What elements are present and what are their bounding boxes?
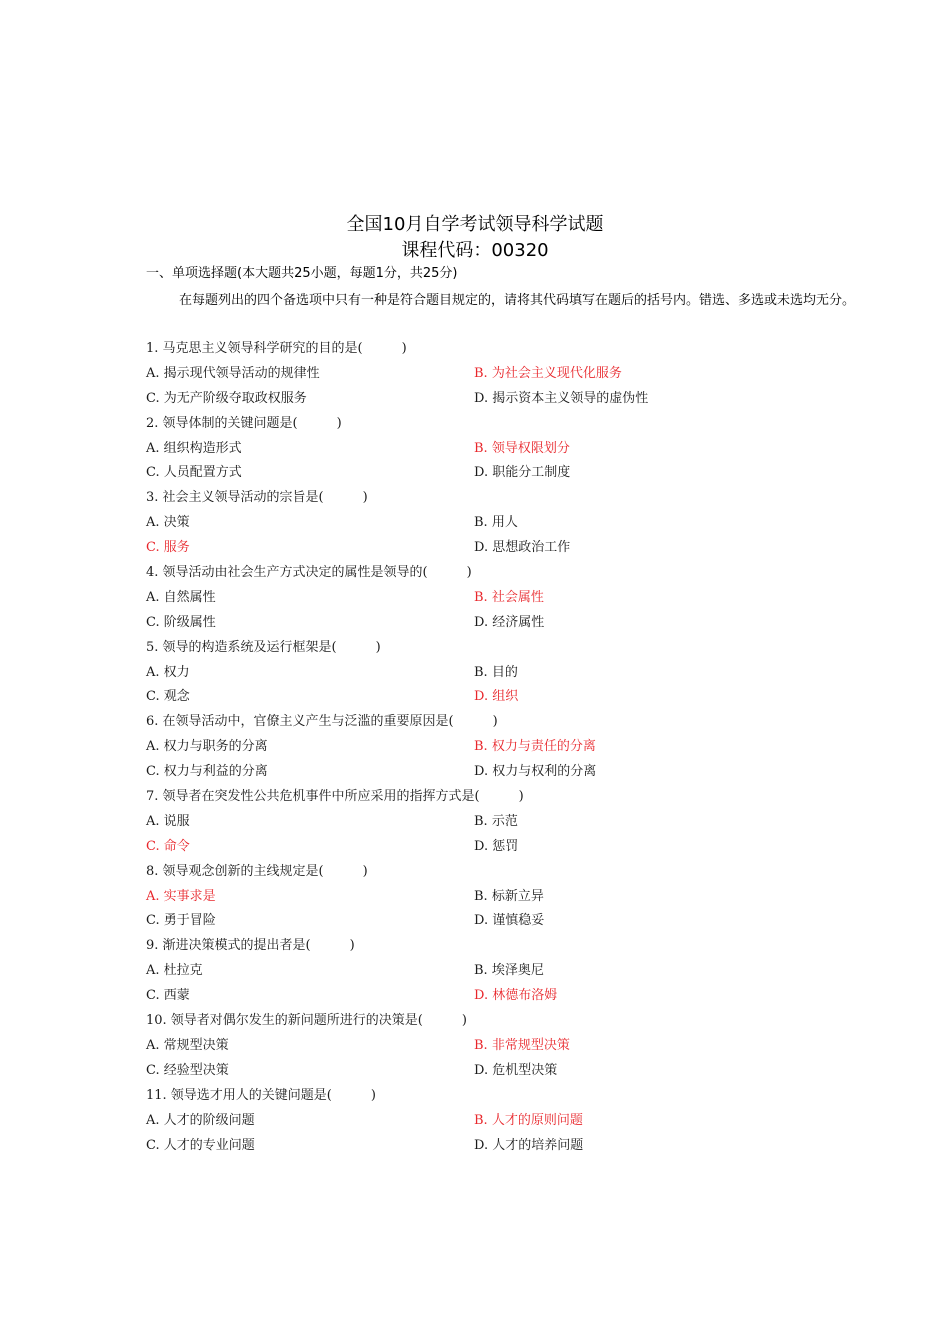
correct-option: D. 林德布洛姆	[474, 988, 558, 1004]
correct-option: B. 社会属性	[474, 589, 544, 605]
option-row	[146, 387, 866, 412]
answer-option: B. 埃泽奥尼	[474, 963, 544, 979]
option-row	[146, 735, 866, 760]
option-row	[146, 1059, 866, 1084]
answer-option: A. 常规型决策	[146, 1037, 229, 1053]
option-row	[146, 959, 866, 984]
correct-option: B. 非常规型决策	[474, 1037, 570, 1053]
answer-option: A. 自然属性	[146, 589, 216, 605]
option-row	[146, 909, 866, 934]
question-stem: 7. 领导者在突发性公共危机事件中所应采用的指挥方式是( )	[146, 789, 524, 805]
answer-option: C. 为无产阶级夺取政权服务	[146, 390, 307, 406]
answer-option: D. 思想政治工作	[474, 540, 571, 556]
section-heading: 一、单项选择题(本大题共25小题，每题1分，共25分)	[146, 266, 458, 281]
option-row	[146, 835, 866, 860]
correct-option: C. 命令	[146, 838, 190, 854]
option-row	[146, 611, 866, 636]
correct-option: B. 权力与责任的分离	[474, 739, 596, 755]
correct-option: C. 服务	[146, 540, 190, 556]
correct-option: A. 实事求是	[146, 888, 216, 904]
answer-option: A. 揭示现代领导活动的规律性	[146, 365, 320, 381]
option-row	[146, 760, 866, 785]
answer-option: B. 用人	[474, 515, 518, 531]
course-code: 课程代码：00320	[401, 240, 549, 261]
option-row	[146, 984, 866, 1009]
answer-option: A. 人才的阶级问题	[146, 1112, 255, 1128]
answer-option: A. 决策	[146, 515, 190, 531]
answer-option: D. 谨慎稳妥	[474, 913, 545, 929]
answer-option: C. 人员配置方式	[146, 465, 242, 481]
question-list	[146, 337, 866, 1158]
answer-option: D. 人才的培养问题	[474, 1137, 584, 1153]
question-stem: 9. 渐进决策模式的提出者是( )	[146, 938, 355, 954]
answer-option: D. 惩罚	[474, 838, 519, 854]
option-row	[146, 885, 866, 910]
question-stem: 5. 领导的构造系统及运行框架是( )	[146, 639, 381, 655]
answer-option: C. 西蒙	[146, 988, 190, 1004]
answer-option: C. 经验型决策	[146, 1062, 229, 1078]
section-instructions: 在每题列出的四个备选项中只有一种是符合题目规定的，请将其代码填写在题后的括号内。错选、多选或未选均无分。	[179, 293, 856, 308]
answer-option: D. 揭示资本主义领导的虚伪性	[474, 390, 649, 406]
answer-option: B. 标新立异	[474, 888, 544, 904]
option-row	[146, 810, 866, 835]
answer-option: A. 权力	[146, 664, 190, 680]
option-row	[146, 1109, 866, 1134]
correct-option: B. 人才的原则问题	[474, 1112, 583, 1128]
option-row	[146, 536, 866, 561]
correct-option: B. 领导权限划分	[474, 440, 570, 456]
answer-option: B. 示范	[474, 813, 518, 829]
question-stem: 3. 社会主义领导活动的宗旨是( )	[146, 490, 368, 506]
answer-option: A. 杜拉克	[146, 963, 203, 979]
correct-option: B. 为社会主义现代化服务	[474, 365, 622, 381]
answer-option: C. 人才的专业问题	[146, 1137, 255, 1153]
option-row	[146, 586, 866, 611]
answer-option: A. 权力与职务的分离	[146, 739, 268, 755]
option-row	[146, 461, 866, 486]
question-stem: 4. 领导活动由社会生产方式决定的属性是领导的( )	[146, 565, 472, 581]
answer-option: C. 勇于冒险	[146, 913, 216, 929]
answer-option: D. 危机型决策	[474, 1062, 558, 1078]
question-stem: 10. 领导者对偶尔发生的新问题所进行的决策是( )	[146, 1013, 467, 1029]
answer-option: C. 观念	[146, 689, 190, 705]
question-stem: 8. 领导观念创新的主线规定是( )	[146, 863, 368, 879]
exam-title: 全国10月自学考试领导科学试题	[346, 214, 604, 235]
option-row	[146, 661, 866, 686]
option-row	[146, 685, 866, 710]
answer-option: D. 权力与权利的分离	[474, 764, 597, 780]
answer-option: B. 目的	[474, 664, 518, 680]
option-row	[146, 1034, 866, 1059]
option-row	[146, 511, 866, 536]
answer-option: C. 权力与利益的分离	[146, 764, 268, 780]
answer-option: A. 说服	[146, 813, 190, 829]
correct-option: D. 组织	[474, 689, 519, 705]
question-stem: 11. 领导选才用人的关键问题是( )	[146, 1087, 376, 1103]
option-row	[146, 1134, 866, 1159]
answer-option: C. 阶级属性	[146, 614, 216, 630]
answer-option: D. 职能分工制度	[474, 465, 571, 481]
option-row	[146, 437, 866, 462]
question-stem: 1. 马克思主义领导科学研究的目的是( )	[146, 341, 407, 356]
answer-option: A. 组织构造形式	[146, 440, 242, 456]
question-stem: 6. 在领导活动中，官僚主义产生与泛滥的重要原因是( )	[146, 714, 498, 730]
option-row	[146, 362, 866, 387]
answer-option: D. 经济属性	[474, 614, 545, 630]
question-stem: 2. 领导体制的关键问题是( )	[146, 415, 342, 431]
